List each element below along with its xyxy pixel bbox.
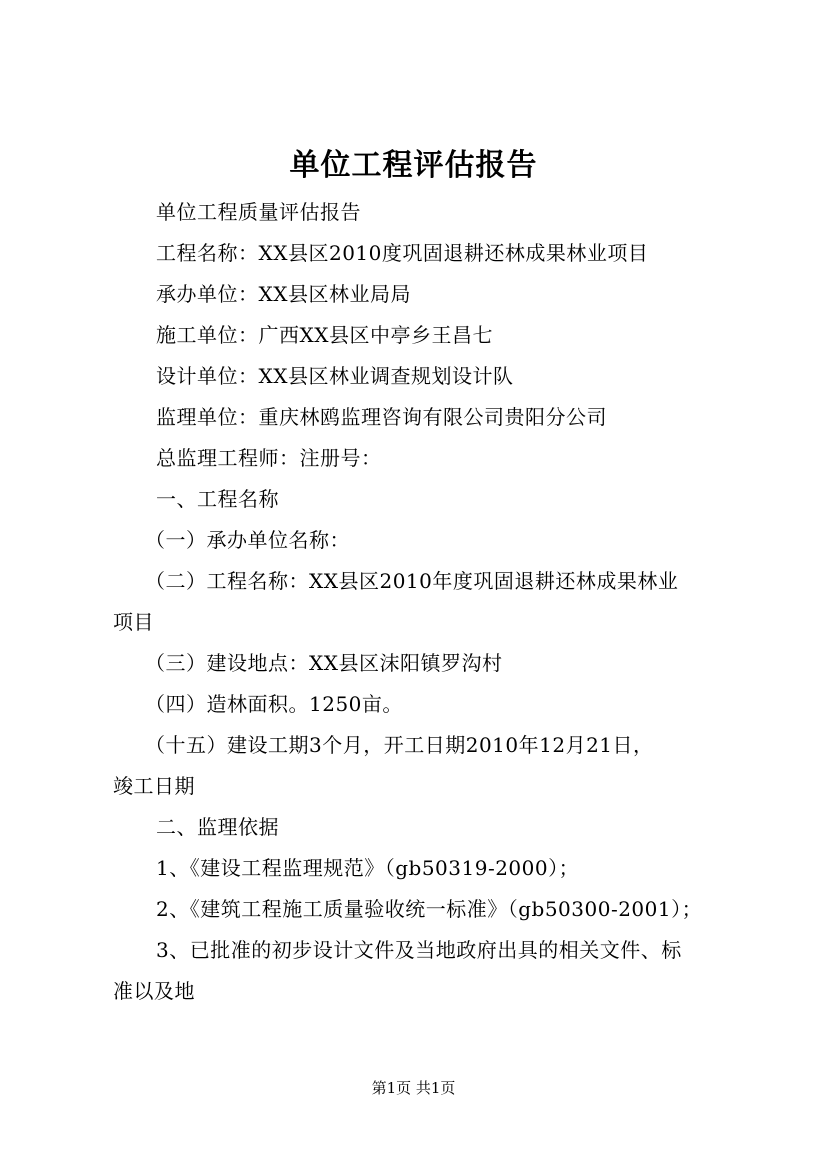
- paragraph: 工程名称：XX县区2010度巩固退耕还林成果林业项目: [156, 241, 649, 265]
- paragraph-continuation: 项目: [113, 610, 154, 634]
- paragraph: （二）工程名称：XX县区2010年度巩固退耕还林成果林业: [145, 569, 679, 593]
- paragraph: 总监理工程师：注册号：: [156, 446, 382, 470]
- paragraph-continuation: 准以及地: [113, 979, 195, 1003]
- paragraph: 单位工程质量评估报告: [156, 200, 361, 224]
- paragraph: 承办单位：XX县区林业局局: [156, 282, 411, 306]
- paragraph: （四）造林面积。1250亩。: [145, 692, 403, 716]
- paragraph: 设计单位：XX县区林业调查规划设计队: [156, 364, 514, 388]
- paragraph: 监理单位：重庆林鸥监理咨询有限公司贵阳分公司: [156, 405, 607, 429]
- paragraph: 2、《建筑工程施工质量验收统一标准》（gb50300-2001）；: [156, 897, 703, 921]
- document-title: 单位工程评估报告: [289, 148, 538, 183]
- section-heading: 二、监理依据: [156, 815, 279, 839]
- document-body: [113, 192, 725, 1012]
- paragraph: （三）建设地点：XX县区沫阳镇罗沟村: [145, 651, 503, 675]
- page-footer: 第1页 共1页: [371, 1079, 456, 1097]
- section-heading: 一、工程名称: [156, 487, 279, 511]
- paragraph: （一）承办单位名称：: [145, 528, 350, 552]
- paragraph: 3、已批准的初步设计文件及当地政府出具的相关文件、标: [156, 938, 682, 962]
- paragraph: （十五）建设工期3个月，开工日期2010年12月21日，: [145, 733, 654, 757]
- paragraph: 施工单位：广西XX县区中亭乡王昌七: [156, 323, 493, 347]
- paragraph: 1、《建设工程监理规范》（gb50319-2000）；: [156, 856, 580, 880]
- paragraph-continuation: 竣工日期: [113, 774, 195, 798]
